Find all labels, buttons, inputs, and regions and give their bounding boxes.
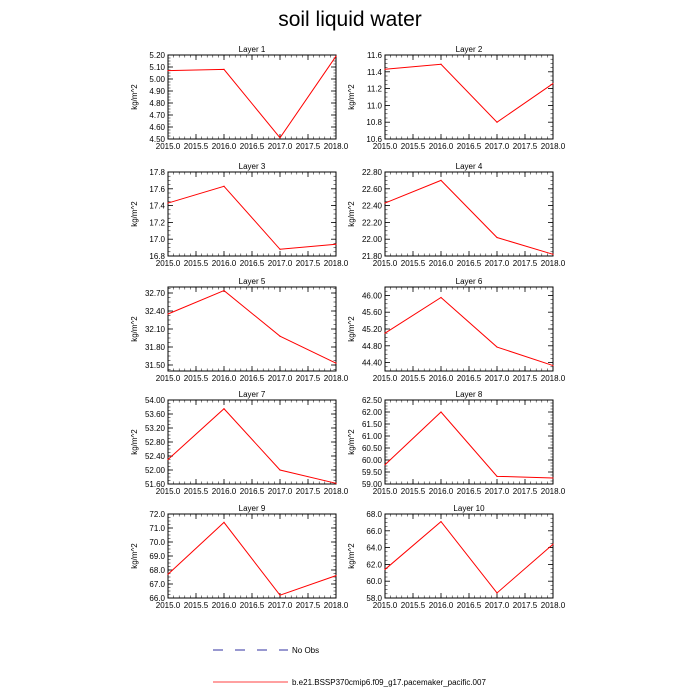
data-point: [384, 202, 385, 203]
y-tick-label: 10.8: [366, 118, 382, 128]
x-tick-label: 2016.0: [211, 601, 237, 610]
x-tick-label: 2017.0: [267, 259, 293, 268]
y-tick-label: 22.40: [361, 201, 382, 211]
data-point: [167, 202, 168, 203]
y-axis-label: kg/m^2: [130, 429, 139, 455]
data-point: [552, 544, 553, 545]
panel-layer-2: [347, 45, 566, 151]
legend-model-label: b.e21.BSSP370cmip6.f09_g17.pacemaker_pacific.007: [292, 678, 486, 687]
x-tick-label: 2016.0: [211, 374, 237, 383]
panel-layer-7: [130, 390, 349, 496]
y-tick-label: 17.0: [149, 235, 165, 245]
plot-frame: [168, 400, 336, 484]
y-tick-label: 66.0: [149, 594, 165, 603]
data-point: [335, 363, 336, 364]
y-tick-label: 5.10: [149, 63, 165, 72]
plot-frame: [168, 172, 336, 256]
x-tick-label: 2015.0: [155, 142, 181, 151]
x-tick-label: 2016.5: [456, 142, 482, 151]
y-tick-label: 11.2: [367, 84, 382, 94]
data-point: [335, 483, 336, 484]
y-tick-label: 69.0: [149, 552, 165, 561]
y-tick-label: 11.0: [367, 101, 382, 111]
y-tick-label: 17.4: [149, 201, 165, 211]
y-tick-label: 16.8: [149, 252, 165, 261]
x-tick-label: 2017.5: [512, 142, 538, 151]
x-tick-label: 2017.0: [484, 259, 510, 268]
y-tick-label: 61.00: [361, 432, 382, 441]
data-point: [223, 69, 224, 70]
y-tick-label: 52.40: [144, 452, 165, 461]
x-tick-label: 2016.0: [211, 487, 237, 496]
x-tick-label: 2018.0: [323, 601, 349, 610]
x-tick-label: 2016.5: [456, 374, 482, 383]
y-tick-label: 71.0: [149, 524, 165, 533]
panel-title: Layer 6: [455, 277, 483, 286]
y-tick-label: 22.60: [361, 184, 382, 194]
y-tick-label: 53.60: [144, 410, 165, 419]
x-tick-label: 2015.0: [155, 601, 181, 610]
data-point: [496, 476, 497, 477]
x-tick-label: 2015.0: [155, 374, 181, 383]
series-line: [168, 409, 336, 484]
data-point: [384, 69, 385, 70]
data-point: [335, 56, 336, 57]
x-tick-label: 2018.0: [323, 374, 349, 383]
data-point: [440, 297, 441, 298]
x-tick-label: 2016.0: [428, 374, 454, 383]
series-line: [168, 186, 336, 249]
panel-title: Layer 3: [238, 162, 266, 171]
x-tick-label: 2016.0: [211, 142, 237, 151]
x-tick-label: 2016.5: [456, 601, 482, 610]
series-line: [168, 56, 336, 138]
y-tick-label: 68.0: [149, 566, 165, 575]
y-tick-label: 32.10: [144, 325, 165, 334]
y-axis-label: kg/m^2: [347, 316, 356, 342]
data-point: [223, 290, 224, 291]
panel-title: Layer 8: [455, 390, 483, 399]
plot-frame: [168, 514, 336, 598]
figure-title: soil liquid water: [278, 8, 422, 31]
panel-layer-5: [130, 277, 349, 383]
series-line: [168, 522, 336, 595]
x-tick-label: 2018.0: [323, 487, 349, 496]
x-tick-label: 2017.5: [512, 374, 538, 383]
y-tick-label: 45.20: [361, 325, 382, 334]
data-point: [440, 521, 441, 522]
panel-layer-4: [347, 162, 566, 268]
x-tick-label: 2016.0: [428, 259, 454, 268]
data-point: [279, 595, 280, 596]
y-axis-label: kg/m^2: [130, 543, 139, 569]
y-tick-label: 62.00: [361, 408, 382, 417]
legend-obs-label: No Obs: [292, 646, 320, 655]
plot-frame: [385, 287, 553, 371]
x-tick-label: 2016.5: [239, 142, 265, 151]
panel-layer-1: [130, 45, 349, 151]
x-tick-label: 2015.5: [400, 487, 426, 496]
x-tick-label: 2017.0: [484, 487, 510, 496]
plot-frame: [385, 172, 553, 256]
plot-frame: [168, 55, 336, 139]
x-tick-label: 2015.5: [400, 601, 426, 610]
y-tick-label: 51.60: [144, 480, 165, 489]
y-tick-label: 59.50: [361, 468, 382, 477]
data-point: [167, 459, 168, 460]
x-tick-label: 2018.0: [540, 374, 566, 383]
data-point: [496, 592, 497, 593]
data-point: [552, 477, 553, 478]
data-point: [279, 336, 280, 337]
panel-title: Layer 9: [238, 504, 266, 513]
x-tick-label: 2016.5: [239, 259, 265, 268]
y-tick-label: 62.0: [366, 560, 382, 570]
y-tick-label: 45.60: [361, 308, 382, 318]
x-tick-label: 2017.5: [512, 601, 538, 610]
y-tick-label: 46.00: [361, 291, 382, 301]
x-tick-label: 2017.0: [267, 374, 293, 383]
y-tick-label: 4.80: [149, 99, 165, 108]
y-axis-label: kg/m^2: [347, 201, 356, 227]
data-point: [279, 249, 280, 250]
x-tick-label: 2018.0: [540, 259, 566, 268]
y-axis-label: kg/m^2: [130, 84, 139, 110]
y-tick-label: 60.50: [361, 444, 382, 453]
y-tick-label: 58.0: [366, 594, 382, 603]
y-tick-label: 52.00: [144, 466, 165, 475]
panel-layer-10: [347, 504, 566, 610]
x-tick-label: 2017.5: [295, 374, 321, 383]
x-tick-label: 2015.5: [183, 259, 209, 268]
plot-frame: [385, 514, 553, 598]
x-tick-label: 2015.5: [183, 487, 209, 496]
plot-frame: [385, 400, 553, 484]
x-tick-label: 2018.0: [540, 601, 566, 610]
x-tick-label: 2015.0: [372, 601, 398, 610]
data-point: [552, 83, 553, 84]
plot-frame: [168, 287, 336, 371]
data-point: [496, 237, 497, 238]
x-tick-label: 2015.5: [400, 259, 426, 268]
series-line: [385, 522, 553, 593]
x-tick-label: 2017.0: [484, 601, 510, 610]
panel-layer-8: [347, 390, 566, 496]
x-tick-label: 2018.0: [323, 142, 349, 151]
y-tick-label: 5.20: [149, 51, 165, 60]
x-tick-label: 2015.5: [183, 601, 209, 610]
x-tick-label: 2017.0: [267, 487, 293, 496]
y-tick-label: 10.6: [366, 135, 382, 144]
data-point: [440, 64, 441, 65]
y-tick-label: 31.50: [144, 361, 165, 370]
y-tick-label: 17.6: [149, 184, 165, 194]
x-tick-label: 2016.5: [456, 487, 482, 496]
x-tick-label: 2017.5: [295, 142, 321, 151]
series-line: [385, 298, 553, 366]
x-tick-label: 2016.0: [211, 259, 237, 268]
x-tick-label: 2015.0: [155, 487, 181, 496]
x-tick-label: 2017.5: [512, 487, 538, 496]
data-point: [496, 346, 497, 347]
data-point: [223, 408, 224, 409]
y-tick-label: 52.80: [144, 438, 165, 447]
y-tick-label: 44.40: [361, 358, 382, 368]
series-line: [385, 412, 553, 478]
x-tick-label: 2016.5: [239, 374, 265, 383]
y-tick-label: 11.6: [367, 51, 382, 60]
series-line: [385, 180, 553, 254]
x-tick-label: 2015.0: [155, 259, 181, 268]
data-point: [223, 522, 224, 523]
x-tick-label: 2017.5: [512, 259, 538, 268]
x-tick-label: 2017.0: [267, 601, 293, 610]
y-tick-label: 53.20: [144, 424, 165, 433]
x-tick-label: 2015.0: [372, 374, 398, 383]
y-tick-label: 59.00: [361, 480, 382, 489]
x-tick-label: 2015.5: [183, 374, 209, 383]
y-tick-label: 54.00: [144, 396, 165, 405]
y-tick-label: 21.80: [361, 252, 382, 261]
x-tick-label: 2016.0: [428, 142, 454, 151]
y-tick-label: 32.70: [144, 289, 165, 298]
y-tick-label: 11.4: [367, 67, 382, 77]
y-tick-label: 4.50: [149, 135, 165, 144]
panel-layer-3: [130, 162, 349, 268]
data-point: [496, 122, 497, 123]
x-tick-label: 2016.5: [456, 259, 482, 268]
y-tick-label: 60.00: [361, 456, 382, 465]
x-tick-label: 2015.5: [183, 142, 209, 151]
y-axis-label: kg/m^2: [130, 316, 139, 342]
x-tick-label: 2016.0: [428, 601, 454, 610]
data-point: [279, 469, 280, 470]
y-tick-label: 68.0: [366, 510, 382, 519]
y-tick-label: 62.50: [361, 396, 382, 405]
y-tick-label: 72.0: [149, 510, 165, 519]
y-tick-label: 4.60: [149, 123, 165, 132]
y-tick-label: 44.80: [361, 341, 382, 351]
x-tick-label: 2015.0: [372, 487, 398, 496]
x-tick-label: 2017.0: [484, 142, 510, 151]
y-tick-label: 4.90: [149, 87, 165, 96]
data-point: [335, 575, 336, 576]
x-tick-label: 2017.0: [267, 142, 293, 151]
panel-layer-9: [130, 504, 349, 610]
x-tick-label: 2016.5: [239, 601, 265, 610]
x-tick-label: 2015.0: [372, 142, 398, 151]
x-tick-label: 2015.5: [400, 142, 426, 151]
y-tick-label: 22.80: [361, 168, 382, 177]
x-tick-label: 2018.0: [540, 487, 566, 496]
data-point: [552, 254, 553, 255]
data-point: [552, 365, 553, 366]
data-point: [167, 313, 168, 314]
data-point: [384, 569, 385, 570]
x-tick-label: 2016.5: [239, 487, 265, 496]
y-tick-label: 22.00: [361, 235, 382, 245]
y-axis-label: kg/m^2: [347, 429, 356, 455]
x-tick-label: 2018.0: [323, 259, 349, 268]
x-tick-label: 2017.0: [484, 374, 510, 383]
y-tick-label: 31.80: [144, 343, 165, 352]
y-tick-label: 67.0: [149, 580, 165, 589]
y-tick-label: 22.20: [361, 218, 382, 228]
y-axis-label: kg/m^2: [130, 201, 139, 227]
series-line: [385, 64, 553, 122]
y-tick-label: 4.70: [149, 111, 165, 120]
y-tick-label: 32.40: [144, 307, 165, 316]
x-tick-label: 2018.0: [540, 142, 566, 151]
x-tick-label: 2017.5: [295, 601, 321, 610]
data-point: [223, 186, 224, 187]
x-tick-label: 2015.5: [400, 374, 426, 383]
data-point: [440, 411, 441, 412]
y-tick-label: 17.2: [149, 218, 165, 228]
data-point: [384, 464, 385, 465]
x-tick-label: 2015.0: [372, 259, 398, 268]
y-tick-label: 5.00: [149, 75, 165, 84]
panel-title: Layer 7: [238, 390, 266, 399]
data-point: [384, 333, 385, 334]
x-tick-label: 2017.5: [295, 259, 321, 268]
y-axis-label: kg/m^2: [347, 543, 356, 569]
series-line: [168, 291, 336, 364]
y-tick-label: 60.0: [366, 577, 382, 587]
y-axis-label: kg/m^2: [347, 84, 356, 110]
y-tick-label: 64.0: [366, 543, 382, 553]
panel-title: Layer 2: [455, 45, 483, 54]
x-tick-label: 2016.0: [428, 487, 454, 496]
panel-title: Layer 10: [453, 504, 485, 513]
plot-frame: [385, 55, 553, 139]
data-point: [440, 180, 441, 181]
panel-layer-6: [347, 277, 566, 383]
data-point: [279, 137, 280, 138]
panel-title: Layer 4: [455, 162, 483, 171]
data-point: [335, 244, 336, 245]
y-tick-label: 61.50: [361, 420, 382, 429]
y-tick-label: 17.8: [149, 168, 165, 177]
panel-title: Layer 1: [238, 45, 266, 54]
x-tick-label: 2017.5: [295, 487, 321, 496]
y-tick-label: 70.0: [149, 538, 165, 547]
data-point: [167, 574, 168, 575]
y-tick-label: 66.0: [366, 526, 382, 536]
data-point: [167, 70, 168, 71]
panel-title: Layer 5: [238, 277, 266, 286]
